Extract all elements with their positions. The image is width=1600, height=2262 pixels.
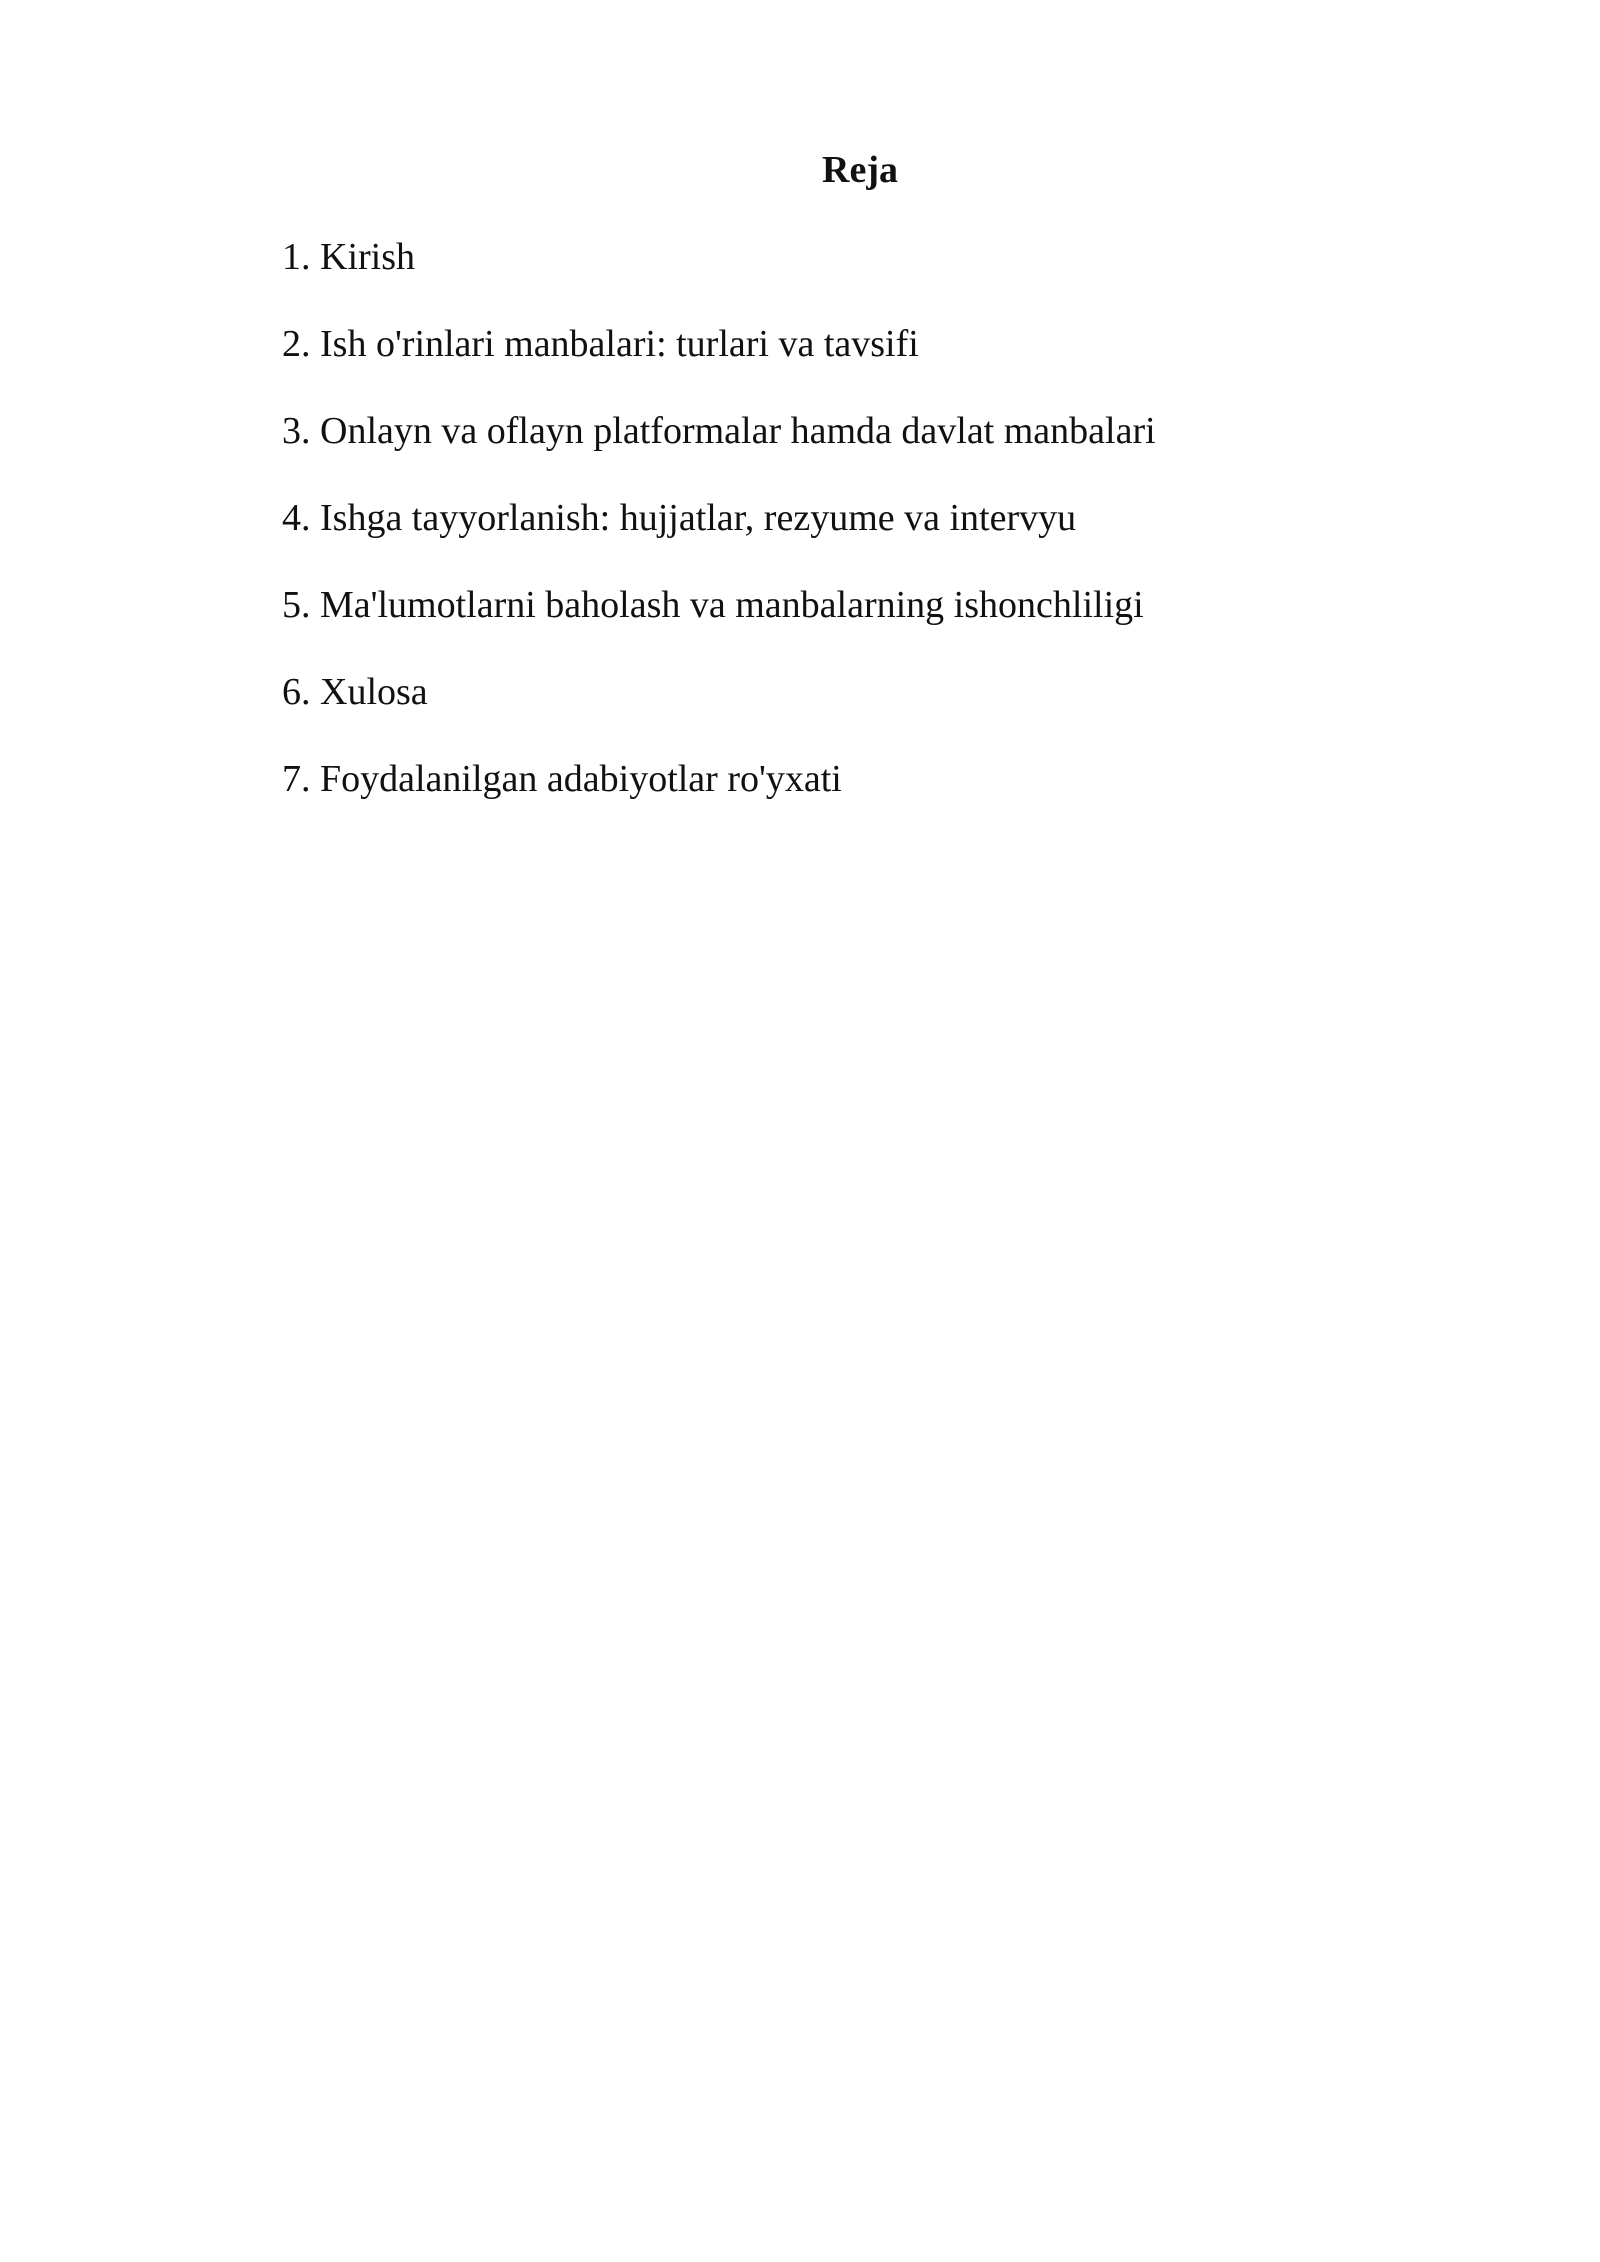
plan-item-information-evaluation: 5. Ma'lumotlarni baholash va manbalarning ishonchliligi [282,584,1144,626]
plan-item-introduction: 1. Kirish [282,236,415,278]
plan-list [282,235,1156,844]
plan-item-job-preparation: 4. Ishga tayyorlanish: hujjatlar, rezyume va intervyu [282,497,1077,539]
plan-item-platforms: 3. Onlayn va oflayn platformalar hamda davlat manbalari [282,410,1156,452]
plan-item-conclusion: 6. Xulosa [282,671,428,713]
plan-item-references: 7. Foydalanilgan adabiyotlar ro'yxati [282,758,842,800]
plan-item-job-sources: 2. Ish o'rinlari manbalari: turlari va tavsifi [282,323,919,365]
page-title: Reja [822,149,898,191]
